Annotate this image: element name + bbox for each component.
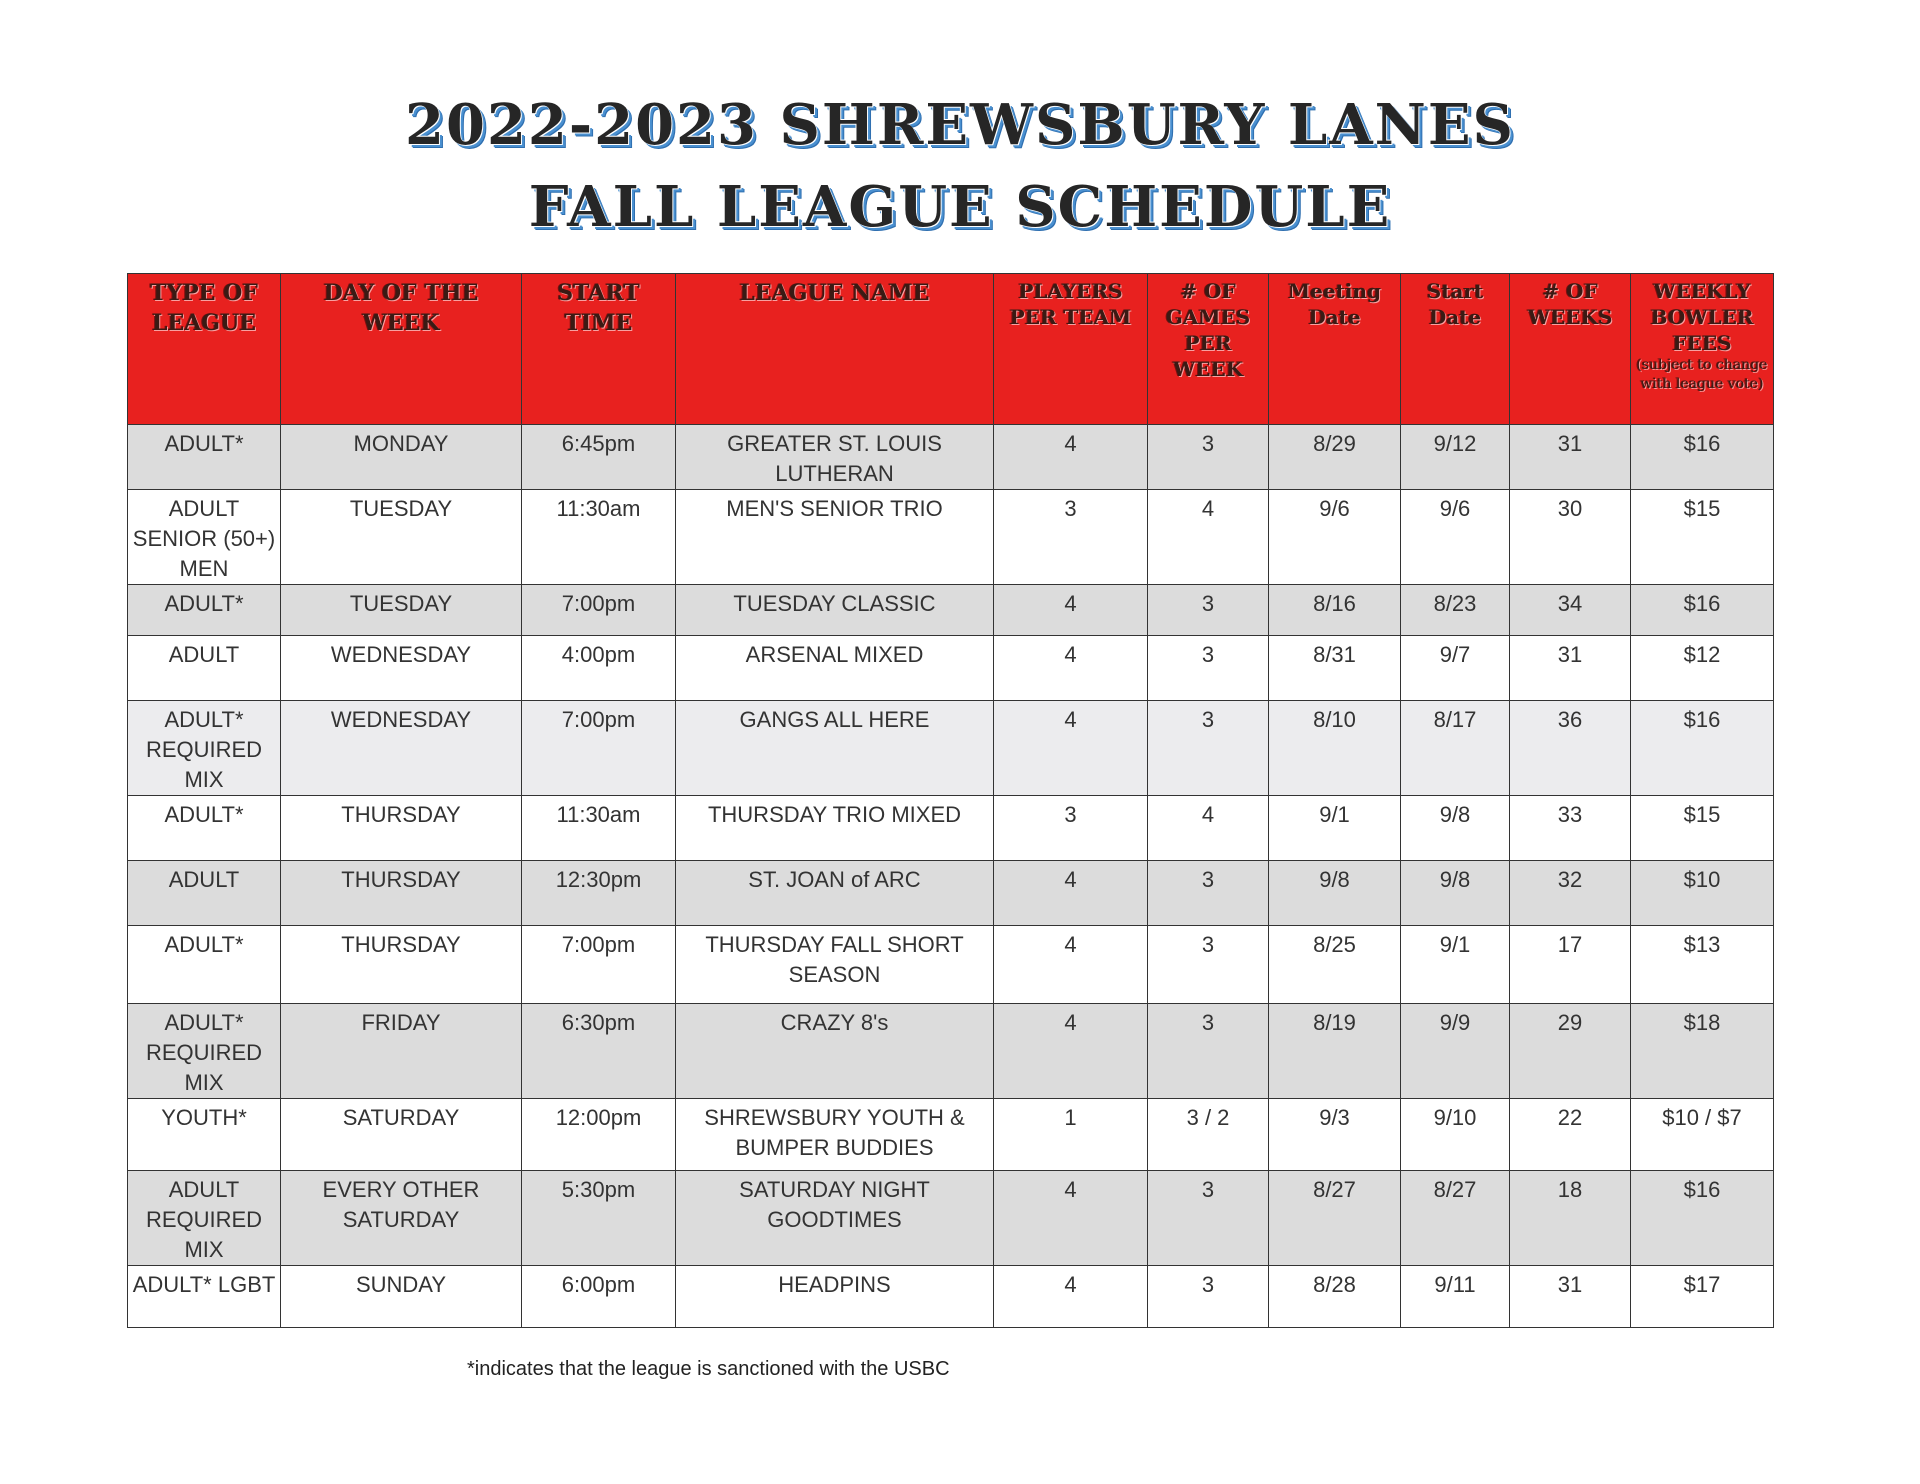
col-fees: [1631, 274, 1774, 425]
cell-fees: $13: [1631, 926, 1774, 1004]
cell-start-time: 4:00pm: [522, 636, 676, 701]
cell-meeting-date: 9/8: [1269, 861, 1401, 926]
cell-start-time: 11:30am: [522, 490, 676, 585]
cell-day: TUESDAY: [281, 585, 522, 636]
cell-start-time: 6:45pm: [522, 425, 676, 490]
cell-players: 4: [994, 585, 1148, 636]
table-row: [128, 1266, 1774, 1328]
cell-start-time: 11:30am: [522, 796, 676, 861]
cell-type: YOUTH*: [128, 1099, 281, 1171]
cell-weeks: 22: [1510, 1099, 1631, 1171]
cell-start-date: 9/8: [1401, 796, 1510, 861]
cell-fees: $16: [1631, 585, 1774, 636]
cell-fees: $10 / $7: [1631, 1099, 1774, 1171]
table-row: [128, 701, 1774, 796]
cell-start-date: 9/8: [1401, 861, 1510, 926]
cell-league-name: SHREWSBURY YOUTH & BUMPER BUDDIES: [676, 1099, 994, 1171]
cell-meeting-date: 8/19: [1269, 1004, 1401, 1099]
cell-meeting-date: 8/29: [1269, 425, 1401, 490]
cell-start-time: 6:00pm: [522, 1266, 676, 1328]
cell-day: THURSDAY: [281, 861, 522, 926]
cell-games: 3: [1148, 585, 1269, 636]
cell-start-date: 8/23: [1401, 585, 1510, 636]
cell-day: WEDNESDAY: [281, 636, 522, 701]
cell-league-name: HEADPINS: [676, 1266, 994, 1328]
cell-start-time: 12:30pm: [522, 861, 676, 926]
cell-league-name: ST. JOAN of ARC: [676, 861, 994, 926]
cell-weeks: 33: [1510, 796, 1631, 861]
cell-fees: $15: [1631, 796, 1774, 861]
cell-type: ADULT: [128, 636, 281, 701]
cell-meeting-date: 8/28: [1269, 1266, 1401, 1328]
cell-weeks: 32: [1510, 861, 1631, 926]
footnote: *indicates that the league is sanctioned with the USBC: [467, 1358, 950, 1380]
cell-start-time: 7:00pm: [522, 585, 676, 636]
cell-start-date: 9/6: [1401, 490, 1510, 585]
page-title-line2: FALL LEAGUE SCHEDULE: [528, 174, 1392, 240]
table-row: [128, 490, 1774, 585]
table-row: [128, 796, 1774, 861]
cell-type: ADULT* REQUIRED MIX: [128, 701, 281, 796]
cell-players: 4: [994, 1004, 1148, 1099]
cell-players: 4: [994, 861, 1148, 926]
col-players: PLAYERS PER TEAM: [994, 274, 1148, 425]
cell-start-date: 9/12: [1401, 425, 1510, 490]
col-games: # OF GAMES PER WEEK: [1148, 274, 1269, 425]
cell-weeks: 31: [1510, 636, 1631, 701]
cell-start-date: 9/11: [1401, 1266, 1510, 1328]
cell-league-name: TUESDAY CLASSIC: [676, 585, 994, 636]
table-row: [128, 636, 1774, 701]
table-row: [128, 425, 1774, 490]
cell-fees: $10: [1631, 861, 1774, 926]
cell-league-name: GREATER ST. LOUIS LUTHERAN: [676, 425, 994, 490]
cell-day: EVERY OTHER SATURDAY: [281, 1171, 522, 1266]
col-league-name: LEAGUE NAME: [676, 274, 994, 425]
cell-start-time: 12:00pm: [522, 1099, 676, 1171]
table-row: [128, 926, 1774, 1004]
cell-meeting-date: 8/25: [1269, 926, 1401, 1004]
cell-league-name: SATURDAY NIGHT GOODTIMES: [676, 1171, 994, 1266]
col-weeks: # OF WEEKS: [1510, 274, 1631, 425]
fees-note: (subject to change with league vote): [1636, 357, 1768, 392]
cell-meeting-date: 8/16: [1269, 585, 1401, 636]
table-row: [128, 1004, 1774, 1099]
cell-start-date: 9/9: [1401, 1004, 1510, 1099]
page-title-line1: 2022-2023 SHREWSBURY LANES: [405, 92, 1515, 158]
table-row: [128, 861, 1774, 926]
cell-start-time: 5:30pm: [522, 1171, 676, 1266]
cell-day: SATURDAY: [281, 1099, 522, 1171]
cell-league-name: THURSDAY FALL SHORT SEASON: [676, 926, 994, 1004]
cell-players: 4: [994, 1171, 1148, 1266]
table-body: [128, 425, 1774, 1328]
col-meeting-date: Meeting Date: [1269, 274, 1401, 425]
cell-games: 3: [1148, 701, 1269, 796]
cell-type: ADULT* REQUIRED MIX: [128, 1004, 281, 1099]
cell-fees: $16: [1631, 1171, 1774, 1266]
table-row: [128, 585, 1774, 636]
cell-weeks: 36: [1510, 701, 1631, 796]
cell-games: 3 / 2: [1148, 1099, 1269, 1171]
cell-start-date: 9/10: [1401, 1099, 1510, 1171]
header-row: [128, 274, 1774, 425]
cell-games: 3: [1148, 425, 1269, 490]
cell-games: 3: [1148, 926, 1269, 1004]
cell-meeting-date: 9/3: [1269, 1099, 1401, 1171]
cell-fees: $12: [1631, 636, 1774, 701]
cell-players: 4: [994, 1266, 1148, 1328]
cell-players: 1: [994, 1099, 1148, 1171]
cell-players: 3: [994, 796, 1148, 861]
cell-start-date: 9/7: [1401, 636, 1510, 701]
cell-weeks: 18: [1510, 1171, 1631, 1266]
cell-type: ADULT REQUIRED MIX: [128, 1171, 281, 1266]
cell-weeks: 29: [1510, 1004, 1631, 1099]
cell-fees: $17: [1631, 1266, 1774, 1328]
cell-league-name: MEN'S SENIOR TRIO: [676, 490, 994, 585]
cell-meeting-date: 9/1: [1269, 796, 1401, 861]
cell-players: 4: [994, 701, 1148, 796]
cell-games: 3: [1148, 1004, 1269, 1099]
cell-type: ADULT*: [128, 926, 281, 1004]
cell-weeks: 31: [1510, 1266, 1631, 1328]
cell-games: 3: [1148, 1171, 1269, 1266]
cell-league-name: GANGS ALL HERE: [676, 701, 994, 796]
cell-games: 4: [1148, 796, 1269, 861]
cell-games: 3: [1148, 861, 1269, 926]
cell-day: THURSDAY: [281, 926, 522, 1004]
table-row: [128, 1099, 1774, 1171]
cell-players: 4: [994, 425, 1148, 490]
cell-day: SUNDAY: [281, 1266, 522, 1328]
col-start-time: START TIME: [522, 274, 676, 425]
cell-type: ADULT* LGBT: [128, 1266, 281, 1328]
cell-weeks: 34: [1510, 585, 1631, 636]
cell-meeting-date: 8/31: [1269, 636, 1401, 701]
cell-weeks: 30: [1510, 490, 1631, 585]
cell-type: ADULT: [128, 861, 281, 926]
cell-day: MONDAY: [281, 425, 522, 490]
cell-players: 4: [994, 926, 1148, 1004]
cell-players: 4: [994, 636, 1148, 701]
cell-day: WEDNESDAY: [281, 701, 522, 796]
cell-day: TUESDAY: [281, 490, 522, 585]
cell-start-date: 9/1: [1401, 926, 1510, 1004]
cell-league-name: ARSENAL MIXED: [676, 636, 994, 701]
col-day: DAY OF THE WEEK: [281, 274, 522, 425]
cell-type: ADULT*: [128, 796, 281, 861]
table-row: [128, 1171, 1774, 1266]
cell-games: 3: [1148, 636, 1269, 701]
cell-start-time: 6:30pm: [522, 1004, 676, 1099]
cell-fees: $18: [1631, 1004, 1774, 1099]
cell-meeting-date: 8/27: [1269, 1171, 1401, 1266]
cell-weeks: 17: [1510, 926, 1631, 1004]
col-fees-label: WEEKLY BOWLER FEES: [1650, 279, 1754, 355]
col-start-date: Start Date: [1401, 274, 1510, 425]
cell-start-date: 8/27: [1401, 1171, 1510, 1266]
col-type: TYPE OF LEAGUE: [128, 274, 281, 425]
cell-start-time: 7:00pm: [522, 926, 676, 1004]
cell-type: ADULT SENIOR (50+) MEN: [128, 490, 281, 585]
cell-start-date: 8/17: [1401, 701, 1510, 796]
cell-type: ADULT*: [128, 585, 281, 636]
cell-day: FRIDAY: [281, 1004, 522, 1099]
cell-fees: $16: [1631, 701, 1774, 796]
cell-fees: $15: [1631, 490, 1774, 585]
cell-weeks: 31: [1510, 425, 1631, 490]
cell-start-time: 7:00pm: [522, 701, 676, 796]
cell-type: ADULT*: [128, 425, 281, 490]
cell-league-name: CRAZY 8's: [676, 1004, 994, 1099]
cell-games: 3: [1148, 1266, 1269, 1328]
cell-day: THURSDAY: [281, 796, 522, 861]
cell-games: 4: [1148, 490, 1269, 585]
cell-fees: $16: [1631, 425, 1774, 490]
cell-meeting-date: 8/10: [1269, 701, 1401, 796]
cell-league-name: THURSDAY TRIO MIXED: [676, 796, 994, 861]
cell-meeting-date: 9/6: [1269, 490, 1401, 585]
league-schedule-table: [127, 273, 1774, 1328]
cell-players: 3: [994, 490, 1148, 585]
